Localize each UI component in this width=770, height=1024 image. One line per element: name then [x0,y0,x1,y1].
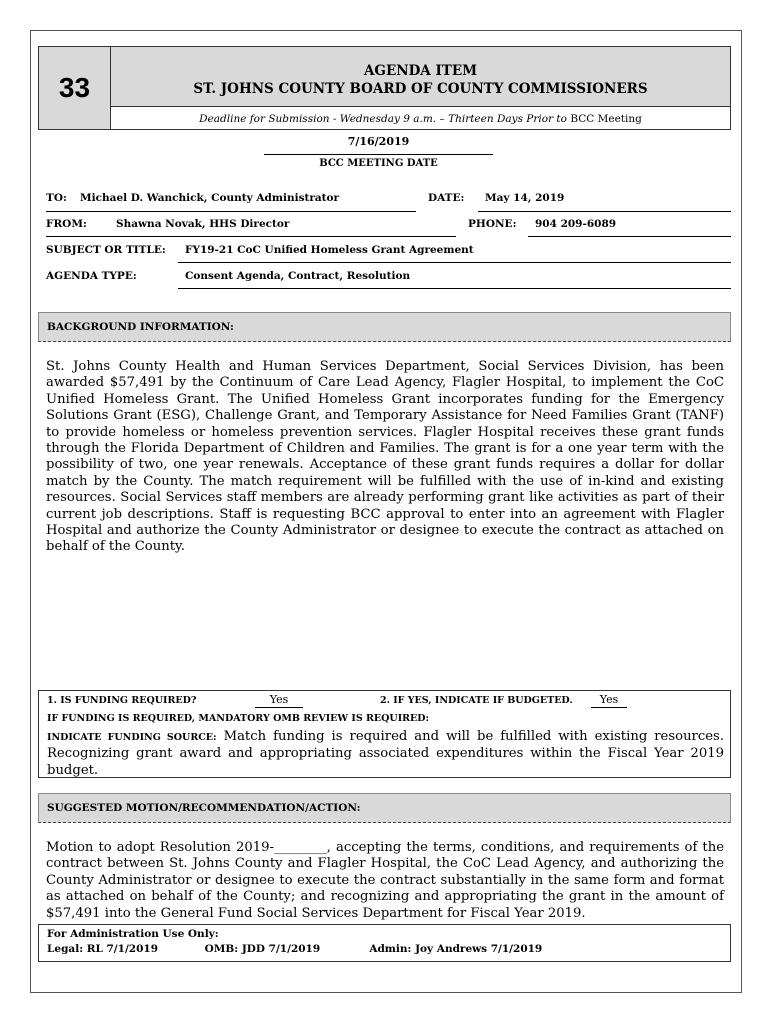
bcc-meeting-date-label: BCC MEETING DATE [319,158,438,169]
funding-box [38,690,731,778]
funding-budgeted-label: 2. IF YES, INDICATE IF BUDGETED. [380,695,573,706]
to-label: TO: [46,192,67,204]
bcc-meeting-date: 7/16/2019 [264,135,493,155]
motion-text: Motion to adopt Resolution 2019-________, accepting the terms, conditions, and requirements of the contract between St. Johns County and Flagler Hospital, the CoC Lead Agency, and authorizing the County Administrator or designee to execute the contract substantially in the same form and format as attached on behalf of the County; and recognizing and appropriating the grant in the amount of $57,491 into the General Fund Social Services Department for Fiscal Year 2019. [46,840,724,921]
legal-signoff: Legal: RL 7/1/2019 [47,943,158,955]
from-rule [46,236,456,237]
omb-signoff: OMB: JDD 7/1/2019 [204,943,321,955]
subject-rule [178,262,731,263]
deadline-tail: BCC Meeting [570,113,642,125]
submission-deadline [111,108,730,130]
admin-use-title: For Administration Use Only: [47,928,219,940]
phone-rule [528,236,731,237]
phone-value: 904 209-6089 [535,218,617,230]
to-value: Michael D. Wanchick, County Administrator [80,192,340,204]
admin-use-box [38,924,731,962]
from-value: Shawna Novak, HHS Director [116,218,290,230]
funding-budgeted-value: Yes [591,693,627,708]
from-label: FROM: [46,218,87,230]
agenda-type-rule [178,288,731,289]
background-heading: BACKGROUND INFORMATION: [38,312,731,342]
funding-required-label: 1. IS FUNDING REQUIRED? [47,695,197,706]
agenda-type-label: AGENDA TYPE: [46,270,137,282]
deadline-italic: Deadline for Submission - Wednesday 9 a.m. – Thirteen Days Prior to [199,113,567,125]
funding-required-value: Yes [255,693,303,708]
agenda-type-value: Consent Agenda, Contract, Resolution [185,270,411,282]
admin-signoff-row [47,942,722,957]
omb-review-note: IF FUNDING IS REQUIRED, MANDATORY OMB REVIEW IS REQUIRED: [47,713,430,724]
motion-heading: SUGGESTED MOTION/RECOMMENDATION/ACTION: [38,793,731,823]
agenda-title [111,47,730,107]
subject-value: FY19-21 CoC Unified Homeless Grant Agreement [185,244,474,256]
agenda-header [38,46,731,130]
agenda-title-line2: ST. JOHNS COUNTY BOARD OF COUNTY COMMISSIONERS [193,80,648,97]
agenda-title-line1: AGENDA ITEM [363,62,478,79]
admin-signoff: Admin: Joy Andrews 7/1/2019 [369,943,543,955]
agenda-item-number: 33 [39,47,111,129]
background-text: St. Johns County Health and Human Services Department, Social Services Division, has been awarded $57,491 by the Continuum of Care Lead Agency, Flagler Hospital, to implement the CoC Unified Homeless Grant. The Unified Homeless Grant incorporates funding for the Emergency Solutions Grant (ESG), Challenge Grant, and Temporary Assistance for Need Families Grant (TANF) to provide homeless or homeless prevention services. Flagler Hospital receives these grant funds through the Florida Department of Children and Families. The grant is for a one year term with the possibility of two, one year renewals. Acceptance of these grant funds requires a dollar for dollar match by the County. The match requirement will be fulfilled with the use of in-kind and existing resources. Social Services staff members are already performing grant like activities as part of their current job descriptions. Staff is requesting BCC approval to enter into an agreement with Flagler Hospital and authorize the County Administrator or designee to execute the contract as attached on behalf of the County. [46,359,724,555]
to-rule [46,211,416,212]
date-value: May 14, 2019 [485,192,565,204]
funding-source-label: INDICATE FUNDING SOURCE: [47,732,217,743]
subject-label: SUBJECT OR TITLE: [46,244,166,256]
funding-source [47,729,724,779]
funding-source-text: Match funding is required and will be fulfilled with existing resources. Recognizing grant award and appropriating associated expenditures within the Fiscal Year 2019 budget. [47,729,725,778]
date-rule [478,211,731,212]
phone-label: PHONE: [468,218,517,230]
date-label: DATE: [428,192,465,204]
